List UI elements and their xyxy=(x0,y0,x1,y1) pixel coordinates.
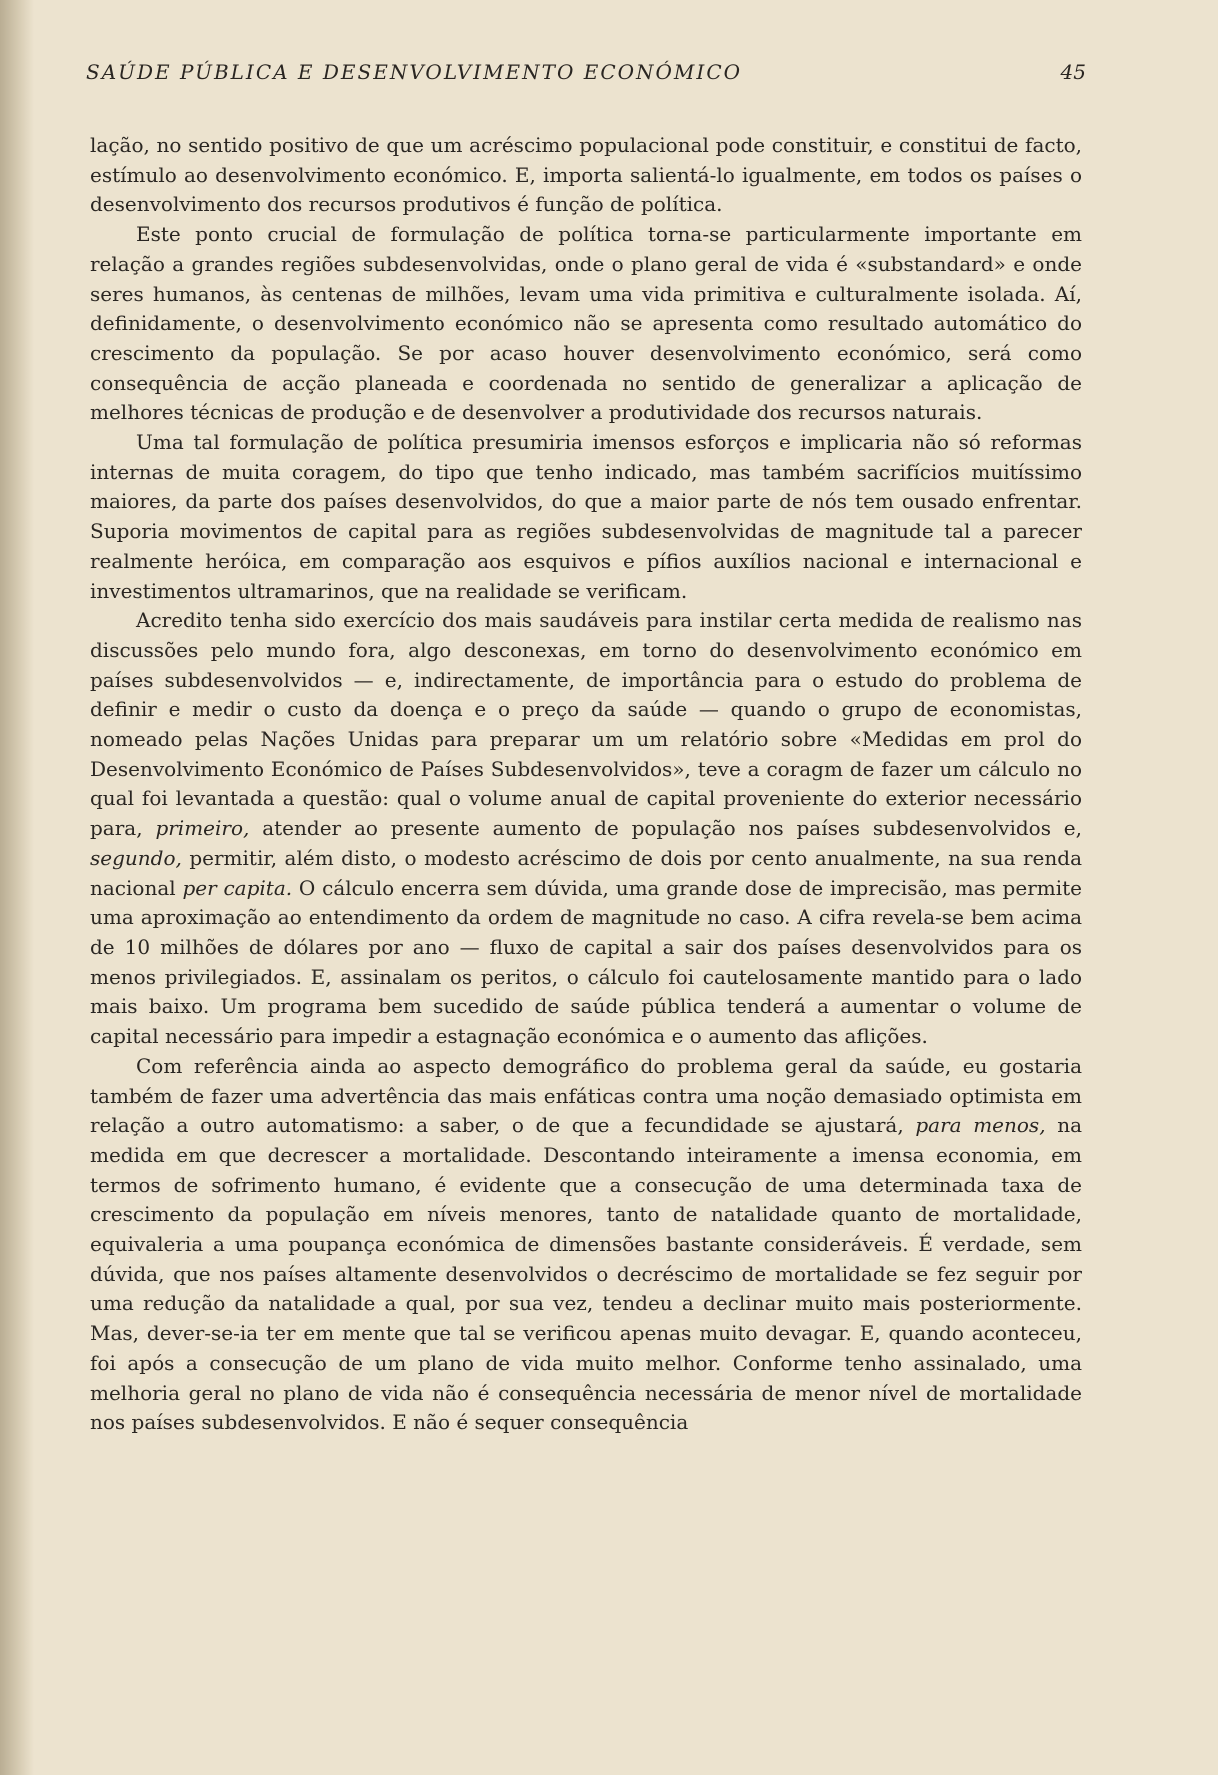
page-number: 45 xyxy=(1060,60,1086,84)
body-text xyxy=(90,131,1082,1438)
running-head xyxy=(86,60,1086,90)
running-title: SAÚDE PÚBLICA E DESENVOLVIMENTO ECONÓMICO xyxy=(86,60,743,84)
paragraph xyxy=(90,606,1082,1052)
paragraph xyxy=(90,131,1082,220)
italic-text: per capita. xyxy=(182,875,293,900)
paragraph-text: Acredito tenha sido exercício dos mais saudáveis para instilar certa medida de realismo nas discussões pelo mundo fora, algo desconexas, em torno do desenvolvimento económico em países subdesenvolvidos — e, indirectamente, de importância para o estudo do problema de definir e medir o custo da doença e o preço da saúde — quando o grupo de economistas, nomeado pelas Nações Unidas para preparar um um relatório sobre «Medidas em prol do Desenvolvimento Económico de Países Subdesenvolvidos», teve a coragm de fazer um cálculo no qual foi levantada a questão: qual o volume anual de capital proveniente do exterior necessário para, xyxy=(90,608,1082,841)
paragraph-text: Este ponto crucial de formulação de política torna-se particularmente importante em relação a grandes regiões subdesenvolvidas, onde o plano geral de vida é «substandard» e onde seres humanos, às centenas de milhões, levam uma vida primitiva e culturalmente isolada. Aí, definidamente, o desenvolvimento económico não se apresenta como resultado automático do crescimento da população. Se por acaso houver desenvolvimento económico, será como consequência de acção planeada e coordenada no sentido de generalizar a aplicação de melhores técnicas de produção e de desenvolver a produtividade dos recursos naturais. xyxy=(90,222,1082,425)
paragraph-text: O cálculo encerra sem dúvida, uma grande dose de imprecisão, mas permite uma aproximação ao entendimento da ordem de magnitude no caso. A cifra revela-se bem acima de 10 milhões de dólares por ano — fluxo de capital a sair dos países desenvolvidos para os menos privilegiados. E, assinalam os peritos, o cálculo foi cautelosamente mantido para o lado mais baixo. Um programa bem sucedido de saúde pública tenderá a aumentar o volume de capital necessário para impedir a estagnação económica e o aumento das aflições. xyxy=(90,875,1082,1049)
paragraph-text: Com referência ainda ao aspecto demográfico do problema geral da saúde, eu gostaria também de fazer uma advertência das mais enfáticas contra uma noção demasiado optimista em relação a outro automatismo: a saber, o de que a fecundidade se ajustará, xyxy=(90,1053,1082,1138)
italic-text: para menos, xyxy=(915,1113,1046,1138)
paragraph-text: atender ao presente aumento de população nos países subdesenvolvidos e, xyxy=(249,816,1083,841)
paragraph-text: Uma tal formulação de política presumiria imensos esforços e implicaria não só reformas internas de muita coragem, do tipo que tenho indicado, mas também sacrifícios muitíssimo maiores, da parte dos países desenvolvidos, do que a maior parte de nós tem ousado enfrentar. Suporia movimentos de capital para as regiões subdesenvolvidas de magnitude tal a parecer realmente heróica, em comparação aos esquivos e pífios auxílios nacional e internacional e investimentos ultramarinos, que na realidade se verificam. xyxy=(90,430,1082,603)
paragraph xyxy=(90,1052,1082,1438)
italic-text: primeiro, xyxy=(155,816,250,841)
paragraph-text: lação, no sentido positivo de que um acréscimo populacional pode constituir, e constitui de facto, estímulo ao desenvolvimento económico. E, importa salientá-lo igualmente, em todos os países o desenvolvimento dos recursos produtivos é função de política. xyxy=(90,133,1082,217)
italic-text: segundo, xyxy=(90,845,182,870)
paragraph xyxy=(90,220,1082,428)
paragraph-text: na medida em que decrescer a mortalidade. Descontando inteiramente a imensa economia, em termos de sofrimento humano, é evidente que a consecução de uma determinada taxa de crescimento da população em níveis menores, tanto de natalidade quanto de mortalidade, equivaleria a uma poupança económica de dimensões bastante consideráveis. É verdade, sem dúvida, que nos países altamente desenvolvidos o decréscimo de mortalidade se fez seguir por uma redução da natalidade a qual, por sua vez, tendeu a declinar muito mais posteriormente. Mas, dever-se-ia ter em mente que tal se verificou apenas muito devagar. E, quando aconteceu, foi após a consecução de um plano de vida muito melhor. Conforme tenho assinalado, uma melhoria geral no plano de vida não é consequência necessária de menor nível de mortalidade nos países subdesenvolvidos. E não é sequer consequência xyxy=(90,1113,1083,1435)
paragraph-text: permitir, além disto, o modesto acréscimo de dois por cento anualmente, na sua renda nacional xyxy=(90,845,1082,900)
paragraph xyxy=(90,428,1082,606)
